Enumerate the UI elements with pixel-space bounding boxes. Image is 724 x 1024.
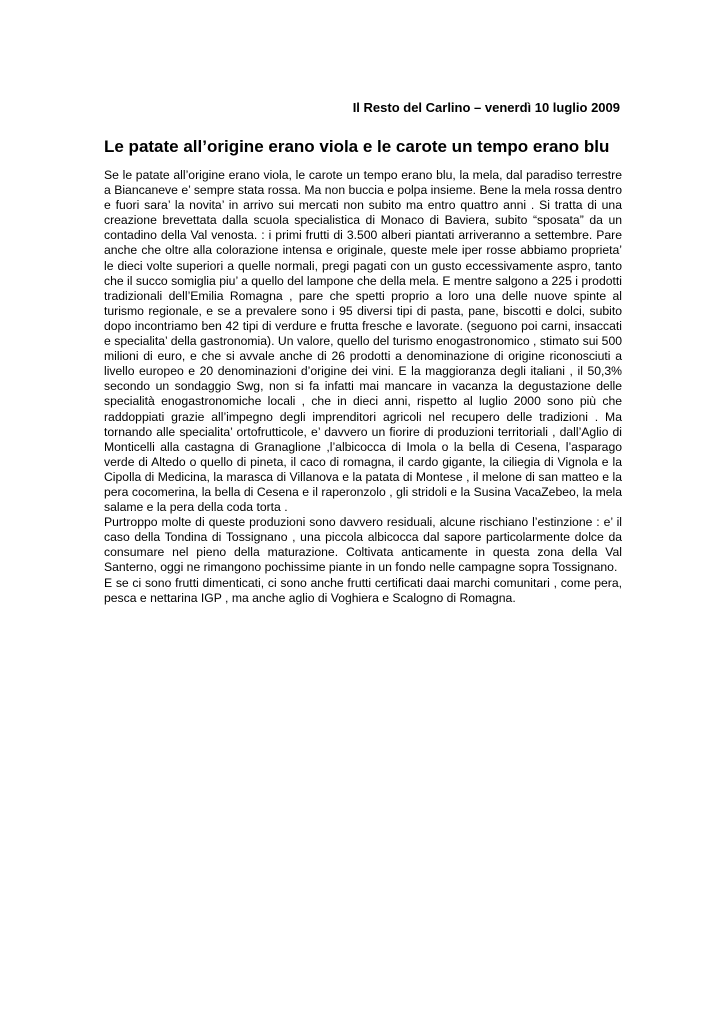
paragraph-line: raddoppiati grazie all’impegno degli imprenditori agricoli nel recupero delle tradizioni . Ma: [104, 409, 622, 424]
paragraph-line: caso della Tondina di Tossignano , una piccola albicocca dal sapore particolarmente dolce da: [104, 530, 622, 545]
article-body: [104, 168, 622, 606]
article-headline: Le patate all’origine erano viola e le carote un tempo erano blu: [104, 137, 610, 156]
paragraph-line: salame e la pera della coda torta .: [104, 500, 288, 515]
article-paragraph: [104, 515, 622, 575]
paragraph-line: dopo incontriamo ben 42 tipi di verdure e frutta fresche e lavorate. (seguono poi carni, insaccati: [104, 318, 622, 333]
paragraph-line: Cipolla di Medicina, la marasca di Villanova e la patata di Montese , il melone di san matteo e la: [104, 469, 622, 484]
paragraph-line: turismo regionale, e se a prevalere sono i 95 diversi tipi di pasta, pane, biscotti e dolci, subito: [104, 303, 622, 318]
paragraph-line: tornando alle specialita’ ortofrutticole, e’ davvero un fiorire di produzioni territoriali , dall’Aglio di: [104, 424, 622, 439]
paragraph-line: che il succo somiglia piu’ a quello del lampone che della mela. E mentre salgono a 225 i prodotti: [104, 273, 622, 288]
paragraph-line: creazione brevettata dalla scuola specialistica di Monaco di Baviera, subito “sposata” da un: [104, 213, 622, 228]
paragraph-line: a Biancaneve e’ sempre stata rossa. Ma non buccia e polpa insieme. Bene la mela rossa dentro: [104, 183, 622, 198]
paragraph-line: Monticelli alla castagna di Granaglione ,l’albicocca di Imola o la bella di Cesena, l’asparago: [104, 439, 622, 454]
paragraph-line: livello europeo e 20 denominazioni d’origine dei vini. E la maggioranza degli italiani , il 50,3%: [104, 364, 622, 379]
newspaper-source-line: Il Resto del Carlino – venerdì 10 luglio 2009: [352, 100, 620, 115]
paragraph-line: anche che oltre alla colorazione intensa e originale, queste mele iper rosse abbiamo proprieta’: [104, 243, 622, 258]
paragraph-line: e specialita’ della gastronomia). Un valore, quello del turismo enogastronomico , stimato sui 500: [104, 334, 622, 349]
paragraph-line: verde di Altedo o quello di pineta, il caco di romagna, il cardo gigante, la ciliegia di Vignola e la: [104, 454, 622, 469]
paragraph-line: secondo un sondaggio Swg, non si fa infatti mai mancare in vacanza la degustazione delle: [104, 379, 622, 394]
paragraph-line: consumare nel pieno della maturazione. Coltivata anticamente in questa zona della Val: [104, 545, 622, 560]
paragraph-line: Santerno, oggi ne rimangono pochissime piante in un fondo nelle campagne sopra Tossignano.: [104, 560, 618, 575]
paragraph-line: specialità enogastronomiche locali , che in dieci anni, rispetto al luglio 2000 sono più che: [104, 394, 622, 409]
paragraph-line: e fuori sara’ la novita’ in arrivo sui mercati non subito ma entro quattro anni . Si tratta di una: [104, 198, 622, 213]
paragraph-line: Purtroppo molte di queste produzioni sono davvero residuali, alcune rischiano l’estinzione : e’ il: [104, 515, 622, 530]
paragraph-line: milioni di euro, e che si avvale anche di 26 prodotti a denominazione di origine riconosciuti a: [104, 349, 622, 364]
paragraph-line: contadino della Val venosta. : i primi frutti di 3.500 alberi piantati arriveranno a settembre. Pare: [104, 228, 622, 243]
article-paragraph: [104, 576, 622, 606]
paragraph-line: le dieci volte superiori a quelle normali, pregi pagati con un gusto eccessivamente aspro, tanto: [104, 258, 622, 273]
article-paragraph: [104, 168, 622, 515]
paragraph-line: E se ci sono frutti dimenticati, ci sono anche frutti certificati daai marchi comunitari , come pera,: [104, 575, 622, 590]
paragraph-line: pera cocomerina, la bella di Cesena e il raperonzolo , gli stridoli e la Susina VacaZebeo, la mela: [104, 484, 622, 499]
paragraph-line: pesca e nettarina IGP , ma anche aglio di Voghiera e Scalogno di Romagna.: [104, 590, 516, 605]
paragraph-line: tradizionali dell’Emilia Romagna , pare che spetti proprio a loro una delle nuove spinte al: [104, 288, 622, 303]
paragraph-line: Se le patate all’origine erano viola, le carote un tempo erano blu, la mela, dal paradiso terrestre: [104, 168, 622, 182]
